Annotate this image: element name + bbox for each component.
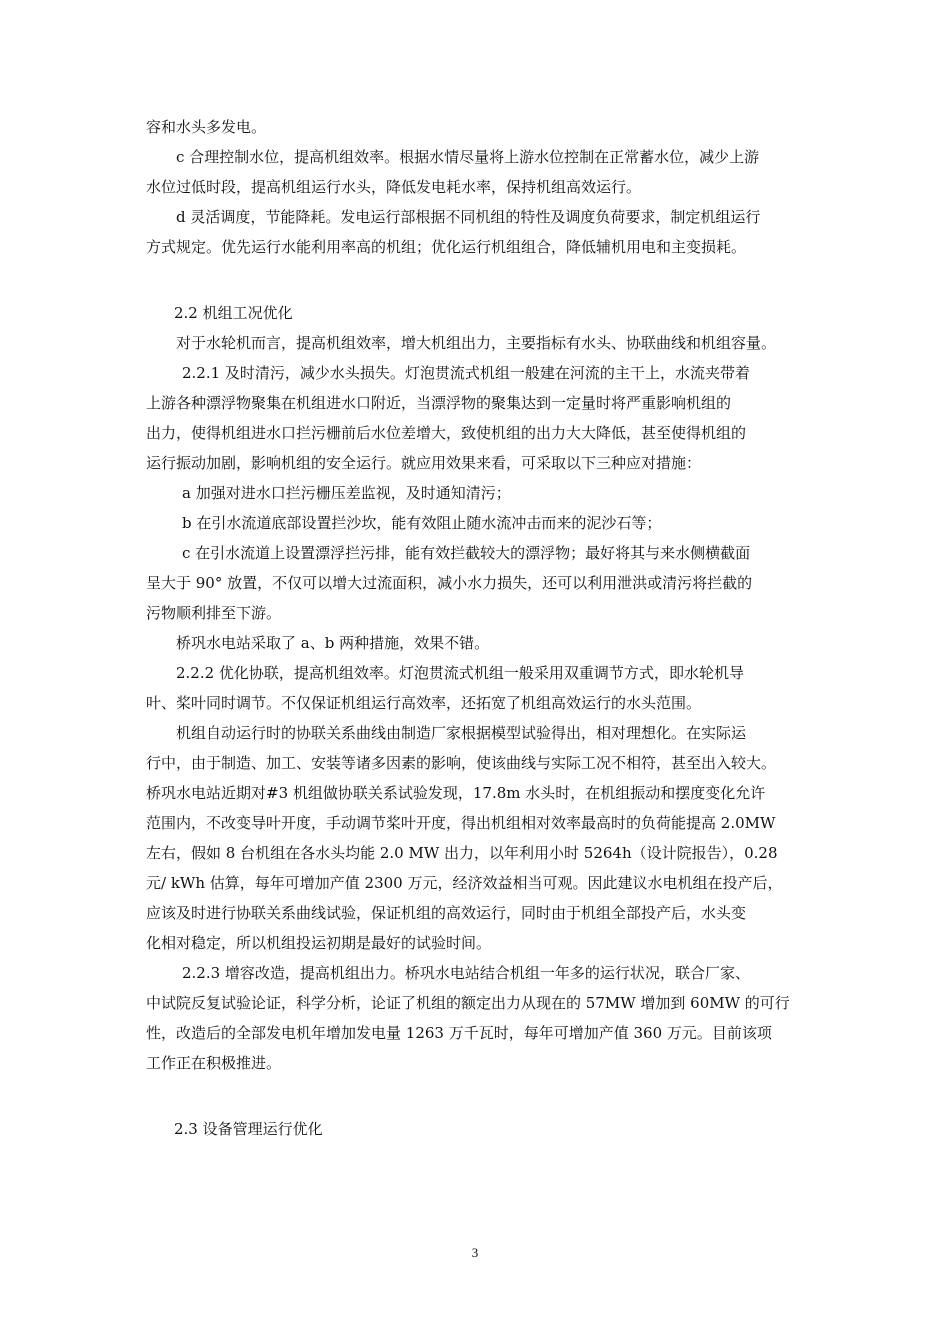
paragraph-line: 运行振动加剧，影响机组的安全运行。就应用效果来看，可采取以下三种应对措施： <box>146 454 702 472</box>
paragraph-line: 桥巩水电站采取了 a、b 两种措施，效果不错。 <box>176 634 490 652</box>
paragraph-line: 2.2.2 优化协联，提高机组效率。灯泡贯流式机组一般采用双重调节方式，即水轮机导 <box>176 664 744 682</box>
paragraph-line: 对于水轮机而言，提高机组效率，增大机组出力，主要指标有水头、协联曲线和机组容量。 <box>176 334 777 352</box>
paragraph-line: 左右，假如 8 台机组在各水头均能 2.0 MW 出力，以年利用小时 5264h（设计院报告），0.28 <box>146 844 778 862</box>
paragraph-line: 元/ kWh 估算，每年可增加产值 2300 万元，经济效益相当可观。因此建议水电机组在投产后， <box>146 874 783 892</box>
paragraph-line: 行中，由于制造、加工、安装等诸多因素的影响，使该曲线与实际工况不相符，甚至出入较大。 <box>146 754 777 772</box>
paragraph-line: 水位过低时段，提高机组运行水头，降低发电耗水率，保持机组高效运行。 <box>146 178 642 196</box>
paragraph-line: 桥巩水电站近期对#3 机组做协联关系试验发现，17.8m 水头时，在机组振动和摆度变化允许 <box>146 784 766 802</box>
paragraph-line: b 在引水流道底部设置拦沙坎，能有效阻止随水流冲击而来的泥沙石等； <box>182 514 662 532</box>
paragraph-line: 上游各种漂浮物聚集在机组进水口附近，当漂浮物的聚集达到一定量时将严重影响机组的 <box>146 394 732 412</box>
paragraph-line: 方式规定。优先运行水能利用率高的机组；优化运行机组组合，降低辅机用电和主变损耗。 <box>146 238 747 256</box>
paragraph-line: 呈大于 90° 放置，不仅可以增大过流面积，减小水力损失，还可以利用泄洪或清污将拦截的 <box>146 574 753 592</box>
paragraph-line: 容和水头多发电。 <box>146 118 267 136</box>
paragraph-line: 2.2.1 及时清污，减少水头损失。灯泡贯流式机组一般建在河流的主干上，水流夹带着 <box>182 364 750 382</box>
paragraph-line: 中试院反复试验论证，科学分析，论证了机组的额定出力从现在的 57MW 增加到 60MW 的可行 <box>146 994 790 1012</box>
paragraph-line: 工作正在积极推进。 <box>146 1054 282 1072</box>
section-heading-2-2: 2.2 机组工况优化 <box>174 304 293 322</box>
page-number: 3 <box>471 1245 479 1260</box>
paragraph-line: 机组自动运行时的协联关系曲线由制造厂家根据模型试验得出，相对理想化。在实际运 <box>176 724 747 742</box>
paragraph-line: a 加强对进水口拦污栅压差监视，及时通知清污； <box>182 484 511 502</box>
paragraph-line: 出力，使得机组进水口拦污栅前后水位差增大，致使机组的出力大大降低，甚至使得机组的 <box>146 424 747 442</box>
paragraph-line: 范围内，不改变导叶开度，手动调节桨叶开度，得出机组相对效率最高时的负荷能提高 2.0MW <box>146 814 776 832</box>
paragraph-line: 污物顺利排至下游。 <box>146 604 282 622</box>
paragraph-line: 化相对稳定，所以机组投运初期是最好的试验时间。 <box>146 934 492 952</box>
paragraph-line: c 合理控制水位，提高机组效率。根据水情尽量将上游水位控制在正常蓄水位，减少上游 <box>176 148 760 166</box>
paragraph-line: 叶、桨叶同时调节。不仅保证机组运行高效率，还拓宽了机组高效运行的水头范围。 <box>146 694 702 712</box>
paragraph-line: c 在引水流道上设置漂浮拦污排，能有效拦截较大的漂浮物；最好将其与来水侧横截面 <box>182 544 751 562</box>
body-text <box>146 112 826 1144</box>
paragraph-line: 应该及时进行协联关系曲线试验，保证机组的高效运行，同时由于机组全部投产后，水头变 <box>146 904 747 922</box>
paragraph-line: 性，改造后的全部发电机年增加发电量 1263 万千瓦时，每年可增加产值 360 万元。目前该项 <box>146 1024 772 1042</box>
section-heading-2-3: 2.3 设备管理运行优化 <box>174 1120 323 1138</box>
paragraph-line: 2.2.3 增容改造，提高机组出力。桥巩水电站结合机组一年多的运行状况，联合厂家、 <box>182 964 750 982</box>
paragraph-line: d 灵活调度，节能降耗。发电运行部根据不同机组的特性及调度负荷要求，制定机组运行 <box>176 208 761 226</box>
